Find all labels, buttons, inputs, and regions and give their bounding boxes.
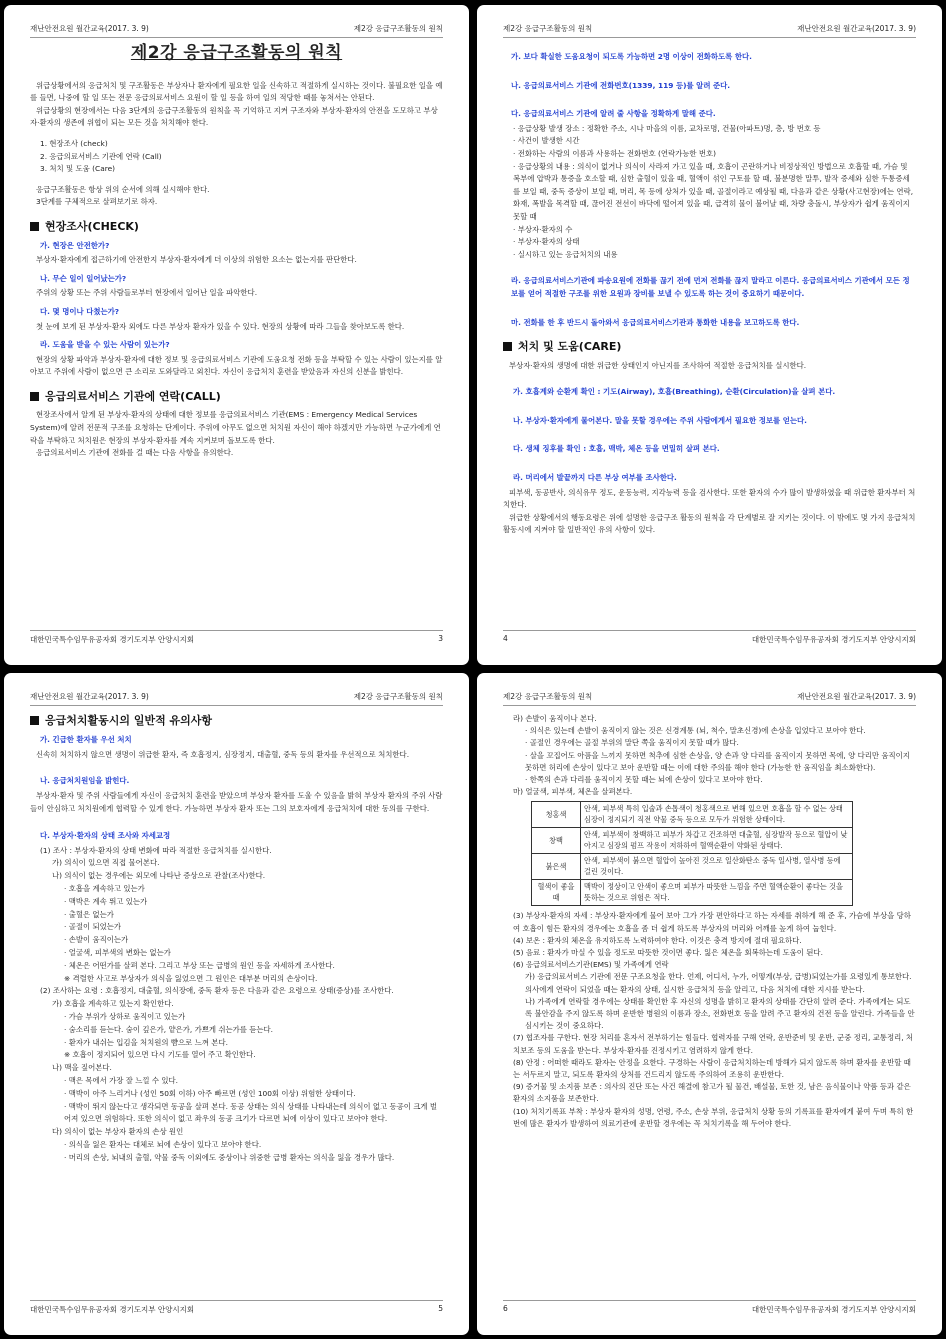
care-step-line: (4) 보온 : 환자의 체온을 유지하도록 노력하여야 한다. 이것은 충격 방지에 절대 필요하다. — [513, 935, 802, 945]
inspection-line: · 손발이 움직이는가 — [64, 935, 129, 945]
page-header — [30, 23, 443, 38]
care-item-heading: 다. 생체 징후를 확인 : 호흡, 맥박, 체온 등을 면밀히 살펴 본다. — [513, 444, 720, 454]
inspection-list — [30, 845, 443, 1165]
complexion-key: 청홍색 — [532, 802, 581, 828]
info-list-item: · 부상자·환자의 상태 — [513, 237, 580, 247]
check-item-heading: 다. 몇 명이나 다쳤는가? — [40, 306, 120, 316]
inspection-line: · 맥박이 아주 느리거나 (성인 50회 이하) 아주 빠르면 (성인 100회 이상) 위험한 상태이다. — [64, 1088, 356, 1098]
care-text-1: 피부색, 동공반사, 의식유무 정도, 운동능력, 지각능력 등을 검사한다. 또한 환자의 수가 많이 발생하였을 때 위급한 환자부터 처치한다. — [503, 487, 916, 510]
observation-list — [503, 713, 916, 798]
inspection-line: 다) 의식이 없는 부상자 환자의 손상 원인 — [52, 1127, 184, 1137]
inspection-line: · 체온은 어떤가를 살펴 본다. 그리고 부상 또는 급병의 원인 등을 자세하게 조사한다. — [64, 960, 335, 970]
page-number: 4 — [503, 634, 508, 643]
inspection-line: · 얼굴색, 피부색의 변화는 없는가 — [64, 947, 171, 957]
care-step-line: (7) 협조자를 구한다. 현장 처리를 혼자서 전부하기는 힘들다. 협력자를 구해 연락, 운반준비 및 운반, 군중 정리, 교통정리, 처치보조 등의 도움을 받는다. 부상자·환자를 진정시키고 염려하지 않게 한다. — [513, 1033, 914, 1055]
header-left-title: 재난안전요원 월간교육(2017. 3. 9) — [797, 24, 916, 33]
header-right: 제2강 응급구조활동의 원칙 — [353, 692, 443, 701]
page-footer — [503, 1300, 916, 1315]
complexion-desc: 맥박이 정상이고 안색이 좋으며 피부가 따뜻한 느낌을 주면 혈액순환이 좋다는 것을 뜻하는 것으로 위험은 적다. — [581, 880, 853, 906]
care-step-line: (3) 부상자·환자의 자세 : 부상자·환자에게 물어 보아 그가 가장 편안하다고 하는 자세를 취하게 해 준 후, 가슴에 부상을 당하여 호흡이 힘든 환자의 경우에는 호흡을 좀 더 쉽게 하도록 부상자의 머리와 어깨를 높게 하여 눕힌다. — [513, 911, 911, 933]
page-number: 5 — [438, 1304, 443, 1313]
page-footer — [503, 630, 916, 645]
page-footer — [30, 630, 443, 645]
table-row — [532, 854, 853, 880]
page-6 — [477, 673, 942, 1335]
section-heading-call: 응급의료서비스 기관에 연락(CALL) — [30, 391, 443, 404]
inspection-line: · 맥박이 뛰지 않는다고 생각되면 동공을 살펴 본다. 동공 상태는 의식 상태를 나타내는데 의식이 없고 동공이 크게 벌어져 있으면 위험하다. 또한 의식이 없고 좌우의 동공 크기가 다르면 뇌에 이상이 있다고 보아야 한다. — [64, 1101, 438, 1124]
square-bullet-icon — [30, 716, 39, 725]
footer-org: 대한민국특수임무유공자회 경기도지부 안양시지회 — [30, 1305, 195, 1314]
call-item-heading: 나. 응급의료서비스 기관에 전화번호(1339, 119 등)를 알려 준다. — [511, 80, 731, 90]
care-step-line: (9) 증거물 및 소지품 보존 : 의사의 진단 또는 사건 해결에 참고가 될 물건, 배설물, 토한 것, 남은 음식물이나 약품 등과 같은 환자의 소지품을 보존한다. — [513, 1082, 911, 1104]
observation-line: 마) 얼굴색, 피부색, 체온을 살펴본다. — [513, 787, 633, 797]
care-step-line: 나) 가족에게 연락할 경우에는 상태를 확인한 후 자신의 성명을 밝히고 환자의 상태를 간단히 알려 준다. 가족에게는 되도록 불안감을 주지 않도록 하며 운반한 병원의 이름과 장소, 전화번호 등을 알려 주고 환자의 건전 등을 알린다. 가족들을 안심시키는 것이 중요하다. — [525, 996, 915, 1031]
inspection-line: (2) 조사하는 요령 : 호흡정지, 대출혈, 의식장애, 중독 환자 등은 다음과 같은 요령으로 상태(증상)를 조사한다. — [40, 986, 394, 996]
call-text-2: 응급의료서비스 기관에 전화를 걸 때는 다음 사항을 유의한다. — [36, 448, 234, 458]
call-text-1: 현장조사에서 알게 된 부상자·환자의 상태에 대한 정보를 응급의료서비스 기관(EMS : Emergency Medical Services System)에 알려 전문적 구조를 요청하는 단계이다. 주위에 아무도 없으면 처치원 자신이 해야 하겠지만 가능하면 누군가에게 연락을 부탁하고 처치원은 현장의 부상자·환자를 계속 지켜보며 돌보도록 한다. — [30, 410, 441, 445]
info-list-item: · 응급상황의 내용 : 의식이 없거나 의식이 사라져 가고 있을 때, 호흡이 곤란하거나 비정상적인 방법으로 호흡할 때, 가슴 및 복부에 압박과 통증을 호소할 때, 심한 출혈이 있을 때, 혈액이 섞인 구토를 할 때, 불분명한 말투, 발작 증세와 심한 두통증세를 보일 때, 중독 증상이 보일 때, 머리, 목 등에 상처가 있을 때, 골절이라고 예상될 때, 다음과 같은 상황(사고현장)에는 연락, 화재, 폭발을 목격할 때, 끊어진 전선이 바닥에 떨어져 있을 때, 급격히 물이 불어날 때, 차량 충돌시, 부상자가 쉽게 움직이지 못할 때 — [513, 161, 914, 221]
square-bullet-icon — [30, 222, 39, 231]
header-right-title: 제2강 응급구조활동의 원칙 — [503, 24, 593, 33]
page-footer — [30, 1300, 443, 1315]
care-intro: 부상자·환자의 생명에 대한 위급한 상태인지 아닌지를 조사하여 적절한 응급처치를 실시한다. — [509, 360, 807, 370]
precaution-text: 부상자·환자 및 주위 사람들에게 자신이 응급처치 훈련을 받았으며 부상자 환자를 도울 수 있음을 밝혀 부상자 환자의 주위 사람들이 안심하고 처치원에게 협력할 수 있게 한다. 가능하면 부상자 환자 또는 그의 보호자에게 응급처치에 대한 동의를 구한다. — [30, 791, 443, 813]
complexion-key: 혈색이 좋을 때 — [532, 880, 581, 906]
inspection-line: ※ 격렬한 사고로 부상자가 의식을 잃었으면 그 원인은 대부분 머리의 손상이다. — [64, 973, 318, 983]
page-header — [30, 691, 443, 706]
care-step-line: (6) 응급의료서비스기관(EMS) 및 가족에게 연락 — [513, 960, 669, 970]
care-step-line: (10) 처치기록표 부착 : 부상자 환자의 성명, 연령, 주소, 손상 부위, 응급처치 상황 등의 기록표를 환자에게 붙여 두며 특히 한 번에 많은 환자가 발생하여 의료기관에 운반할 경우에는 꼭 처치기록을 해 두어야 한다. — [513, 1106, 914, 1128]
call-item-heading: 가. 보다 확실한 도움요청이 되도록 가능하면 2명 이상이 전화하도록 한다. — [511, 52, 752, 61]
complexion-key: 붉은색 — [532, 854, 581, 880]
care-item-heading: 나. 부상자·환자에게 물어본다. 말을 못할 경우에는 주위 사람에게서 필요한 정보를 얻는다. — [513, 415, 807, 425]
inspection-line: · 맥은 목에서 가장 잘 느낄 수 있다. — [64, 1075, 178, 1085]
header-left-title: 재난안전요원 월간교육(2017. 3. 9) — [797, 692, 916, 701]
observation-line: 라) 손발이 움직이나 본다. — [513, 714, 597, 723]
precaution-heading: 다. 부상자·환자의 상태 조사와 자세교정 — [40, 830, 171, 840]
header-right: 제2강 응급구조활동의 원칙 — [353, 24, 443, 33]
check-item-text: 현장의 상황 파악과 부상자·환자에 대한 정보 및 응급의료서비스 기관에 도움요청 전화 등을 부탁할 수 있는 사람이 있는지를 알아보고 주위에 사람이 없으면 큰 소리로 도와달라고 외친다. 자신이 응급처치 훈련을 받았음과 자신의 신분을 밝힌다. — [30, 354, 443, 377]
page-5 — [4, 673, 469, 1335]
care-step-line: (5) 음료 : 환자가 마실 수 있을 정도로 따뜻한 것이면 좋다. 잃은 체온을 회복하는데 도움이 된다. — [513, 948, 823, 958]
page-number: 6 — [503, 1304, 508, 1313]
call-item-heading: 라. 응급의료서비스기관에 파송요원에 전화를 끊기 전에 먼저 전화를 끊지 말라고 이른다. 응급의료서비스 기관에서 모든 정보를 얻어 적절한 구조를 위한 요원과 장비를 보낼 수 있도록 하는 것이 중요하기 때문이다. — [511, 276, 910, 298]
inspection-line: · 골절이 되었는가 — [64, 922, 122, 932]
header-left: 재난안전요원 월간교육(2017. 3. 9) — [30, 24, 149, 33]
complexion-key: 창백 — [532, 828, 581, 854]
header-right-title: 제2강 응급구조활동의 원칙 — [503, 692, 593, 701]
inspection-line: ※ 호흡이 정지되어 있으면 다시 기도를 열어 주고 확인한다. — [64, 1050, 256, 1060]
call-item-heading: 다. 응급의료서비스 기관에 알려 줄 사항을 정확하게 말해 준다. — [511, 109, 716, 119]
check-item-text: 부상자·환자에게 접근하기에 안전한지 부상자·환자에게 더 이상의 위험한 요소는 없는지를 판단한다. — [36, 255, 357, 265]
square-bullet-icon — [503, 342, 512, 351]
care-text-2: 위급한 상황에서의 행동요령은 위에 설명한 응급구조 활동의 원칙을 각 단계별로 잘 지키는 것이다. 이 밖에도 몇 가지 응급처치 활동시에 지켜야 할 일반적인 유의 사항이 있다. — [503, 512, 916, 535]
inspection-line: · 호흡을 계속하고 있는가 — [64, 883, 145, 893]
step-1: 1. 현장조사 (check) — [40, 138, 108, 148]
check-item-heading: 가. 현장은 안전한가? — [40, 240, 110, 250]
inspection-line: (1) 조사 : 부상자·환자의 상태 변화에 따라 적절한 응급처치를 실시한다. — [40, 845, 272, 855]
precaution-text: 신속히 처치하지 않으면 생명이 위급한 환자, 즉 호흡정지, 심장정지, 대출혈, 중독 등의 환자를 우선적으로 처치한다. — [36, 749, 410, 759]
footer-org: 대한민국특수임무유공자회 경기도지부 안양시지회 — [30, 635, 195, 644]
complexion-desc: 안색, 피부색이 창백하고 피부가 차갑고 건조하면 대출혈, 심장발작 등으로 혈압이 낮아지고 심장의 펌프 작용이 저하하여 혈액순환이 약화된 상태다. — [581, 828, 853, 854]
care-step-line: 가) 응급의료서비스 기관에 전문 구조요청을 한다. 언제, 어디서, 누가, 어떻게(부상, 급병)되었는가를 요령있게 통보한다. 의사에게 연락이 되었을 때는 환자의 상태, 실시한 응급처치 등을 알리고, 다음 처치에 대한 지시를 받는다. — [525, 972, 912, 994]
care-item-heading: 가. 호흡계와 순환계 확인 : 기도(Airway), 호흡(Breathing), 순환(Circulation)을 살펴 본다. — [513, 387, 836, 397]
call-item-heading: 마. 전화를 한 후 반드시 돌아와서 응급의료서비스기관과 통화한 내용을 보고하도록 한다. — [511, 317, 800, 327]
inspection-line: · 의식을 잃은 환자는 대체로 뇌에 손상이 있다고 보아야 한다. — [64, 1139, 262, 1149]
check-item-heading: 나. 무슨 일이 일어났는가? — [40, 273, 127, 283]
inspection-line: 가) 호흡을 계속하고 있는지 확인한다. — [52, 999, 174, 1009]
inspection-line: · 머리의 손상, 뇌내의 출혈, 약물 중독 이외에도 중상이나 위중한 급병 환자는 의식을 잃을 경우가 많다. — [64, 1152, 395, 1162]
section-heading-check: 현장조사(CHECK) — [30, 221, 443, 234]
precaution-heading: 나. 응급처치원임을 밝힌다. — [40, 776, 130, 786]
inspection-line: 나) 맥을 짚어본다. — [52, 1063, 112, 1073]
steps-note-2: 3단계를 구체적으로 살펴보기로 하자. — [36, 197, 158, 207]
page-number: 3 — [438, 634, 443, 643]
observation-line: · 의식은 있는데 손발이 움직이지 않는 것은 신경계통 (뇌, 척수, 말초신경)에 손상을 입었다고 보아야 한다. — [525, 726, 866, 736]
step-3: 3. 처치 및 도움 (Care) — [40, 164, 116, 174]
page-title: 제2강 응급구조활동의 원칙 — [130, 43, 343, 63]
table-row — [532, 828, 853, 854]
info-list-item: · 실시하고 있는 응급처치의 내용 — [513, 249, 618, 259]
footer-org: 대한민국특수임무유공자회 경기도지부 안양시지회 — [751, 635, 916, 644]
care-step-line: (8) 안정 : 어떠한 때라도 환자는 안정을 요한다. 구경하는 사람이 응급처치하는데 방해가 되지 않도록 하며 환자를 운반할 때는 서두르지 말고, 되도록 환자의 상처를 건드리지 않도록 주의하여 조용히 운반한다. — [513, 1057, 911, 1080]
check-item-heading: 라. 도움을 받을 수 있는 사람이 있는가? — [40, 340, 170, 350]
steps-note-1: 응급구조활동은 항상 위의 순서에 의해 실시해야 한다. — [36, 184, 210, 194]
square-bullet-icon — [30, 392, 39, 401]
check-item-text: 주위의 상황 또는 주위 사람들로부터 현장에서 일어난 일을 파악한다. — [36, 288, 258, 298]
page-header — [503, 691, 916, 706]
step-2: 2. 응급의료서비스 기관에 연락 (Call) — [40, 151, 162, 161]
section-heading-precautions: 응급처치활동시의 일반적 유의사항 — [30, 715, 443, 728]
inspection-line: · 숨소리를 듣는다. 숨이 깊은가, 얕은가, 가쁘게 쉬는가를 듣는다. — [64, 1024, 274, 1034]
observation-line: · 골절인 경우에는 골절 부위의 말단 쪽을 움직이지 못할 때가 많다. — [525, 738, 739, 748]
inspection-line: 가) 의식이 있으면 직접 물어본다. — [52, 858, 160, 868]
inspection-line: · 가슴 부위가 상하로 움직이고 있는가 — [64, 1011, 186, 1021]
precaution-heading: 가. 긴급한 환자를 우선 처치 — [40, 734, 132, 744]
care-steps-list — [503, 910, 916, 1130]
check-item-text: 첫 눈에 보게 된 부상자·환자 외에도 다른 부상자 환자가 있을 수 있다. 현장의 상황에 따라 그들을 찾아보도록 한다. — [36, 321, 405, 331]
page-4 — [477, 5, 942, 665]
info-list-item: · 사건이 발생한 시간 — [513, 136, 580, 146]
footer-org: 대한민국특수임무유공자회 경기도지부 안양시지회 — [751, 1305, 916, 1314]
inspection-line: · 환자가 내쉬는 입김을 처치원의 뺨으로 느껴 본다. — [64, 1037, 228, 1047]
inspection-line: 나) 의식이 없는 경우에는 외모에 나타난 증상으로 관찰(조사)한다. — [52, 871, 266, 881]
complexion-table — [531, 801, 853, 906]
header-left: 재난안전요원 월간교육(2017. 3. 9) — [30, 692, 149, 701]
page-3 — [4, 5, 469, 665]
info-list-item: · 전화하는 사람의 이름과 사용하는 전화번호 (연락가능한 번호) — [513, 148, 717, 158]
inspection-line: · 맥박은 계속 뛰고 있는가 — [64, 896, 148, 906]
care-item-heading: 라. 머리에서 발끝까지 다른 부상 여부를 조사한다. — [513, 473, 677, 483]
table-row — [532, 802, 853, 828]
table-row — [532, 880, 853, 906]
page-header — [503, 23, 916, 38]
observation-line: · 살을 꼬집어도 아픔을 느끼지 못하면 척추에 심한 손상을, 양 손과 양 다리를 움직이지 못하면 목에, 양 다리만 움직이지 못하면 허리에 손상이 있다고 보아 운반할 때는 이에 대한 주의를 해야 한다 (가능한 한 움직임을 최소화한다). — [525, 750, 910, 772]
inspection-line: · 출혈은 없는가 — [64, 909, 114, 919]
info-list-item: · 응급상황 발생 장소 : 정확한 주소, 시나 마을의 이름, 교차로명, 건물(아파트)명, 층, 방 번호 등 — [513, 123, 821, 133]
complexion-desc: 안색, 피부색 특히 입술과 손톱색이 청홍색으로 변해 있으면 호흡을 할 수 없는 상태 심장이 정지되기 직전 약물 중독 등으로 모두가 위험한 상태이다. — [581, 802, 853, 828]
complexion-desc: 안색, 피부색이 붉으면 혈압이 높아진 것으로 일산화탄소 중독 일사병, 열사병 등에 걸린 것이다. — [581, 854, 853, 880]
intro-para-1: 위급상황에서의 응급처치 및 구조활동은 부상자나 환자에게 필요한 일을 신속하고 적절하게 실시하는 것이다. 불필요한 일을 예를 들면, 나중에 할 일 또는 전문 응급의료서비스 요원이 할 일 등을 하여 일의 적당한 때를 놓쳐서는 안된다. — [30, 80, 443, 103]
info-list-item: · 부상자·환자의 수 — [513, 224, 573, 234]
observation-line: · 한쪽의 손과 다리를 움직이지 못할 때는 뇌에 손상이 있다고 보아야 한다. — [525, 775, 763, 785]
section-heading-care: 처치 및 도움(CARE) — [503, 341, 916, 354]
intro-para-2: 위급상황의 현장에서는 다음 3단계의 응급구조활동의 원칙을 꼭 기억하고 지켜 구조자와 부상자·환자의 안전을 도모하고 부상자·환자의 생존에 위협이 되는 모든 것을 처치해야 한다. — [30, 105, 438, 128]
